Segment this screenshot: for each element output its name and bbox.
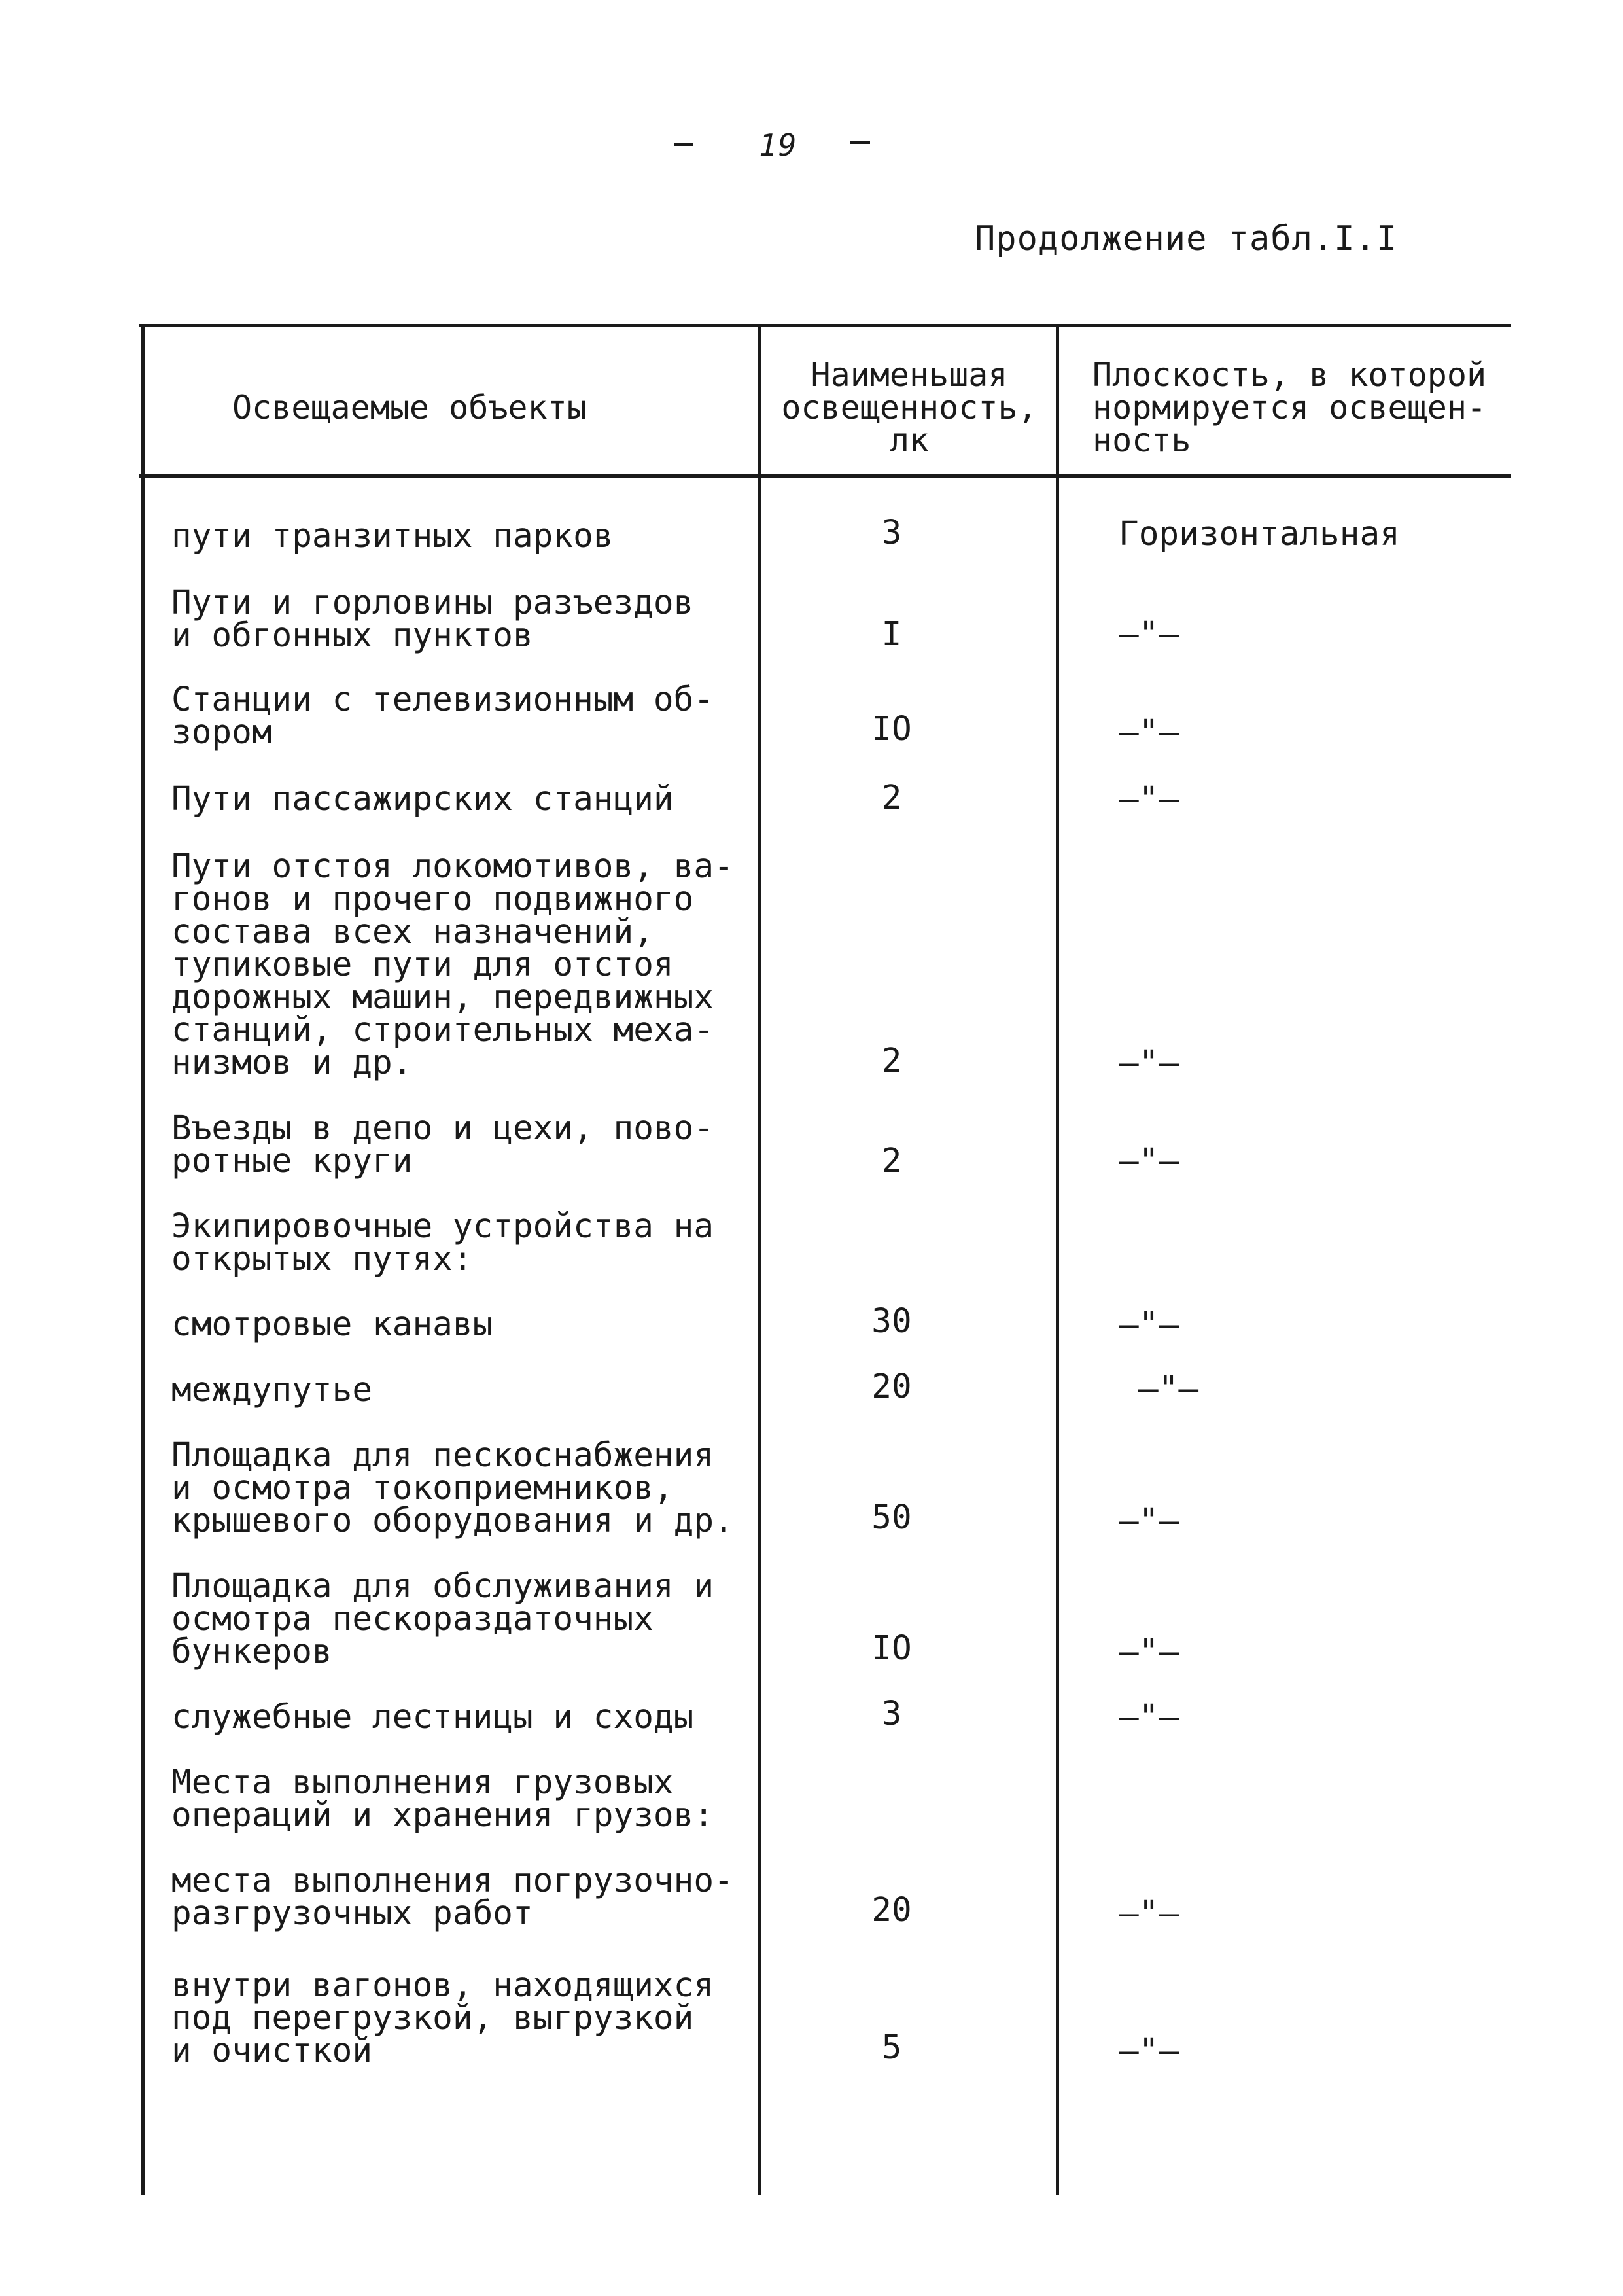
table-left-border <box>141 324 145 2195</box>
table-row-object <box>171 1698 694 1737</box>
object-line: Площадка для обслуживания и <box>171 1567 714 1606</box>
object-line: Площадка для пескоснабжения <box>171 1436 714 1475</box>
table-row-value: 3 <box>881 1695 902 1733</box>
table-row-object <box>171 1862 734 1933</box>
header-objects-label: Освещаемые объекты <box>232 389 587 427</box>
table-row-value: 5 <box>881 2028 902 2067</box>
object-line: и очисткой <box>171 2032 373 2070</box>
object-line: и обгонных пунктов <box>171 616 533 655</box>
table-row-value: 20 <box>871 1891 912 1930</box>
object-line: зором <box>171 713 272 752</box>
object-line: служебные лестницы и сходы <box>171 1698 694 1737</box>
table-row-object <box>171 1567 714 1671</box>
table-row-plane: –"– <box>1119 780 1179 819</box>
table-row-value: I <box>881 615 902 654</box>
table-row-object <box>171 847 734 1082</box>
table-row-object <box>171 1763 714 1835</box>
header-illuminance-line: освещенность, <box>781 389 1038 427</box>
column-divider-1 <box>758 326 761 2195</box>
table-row-plane: –"– <box>1119 1698 1179 1737</box>
object-line: станций, строительных меха- <box>171 1011 714 1050</box>
table-row-object <box>171 517 614 556</box>
table-row-value: 50 <box>871 1498 912 1537</box>
object-line: места выполнения погрузочно- <box>171 1862 734 1900</box>
page-dash-right <box>850 141 870 144</box>
header-plane <box>1092 356 1487 459</box>
table-row-plane: –"– <box>1119 1142 1179 1180</box>
table-row-plane: –"– <box>1119 2032 1179 2070</box>
table-row-object <box>171 680 714 752</box>
object-line: операций и хранения грузов: <box>171 1796 714 1835</box>
table-row-object <box>171 1109 714 1180</box>
table-row-value: 30 <box>871 1302 912 1341</box>
table-row-plane: –"– <box>1119 1502 1179 1540</box>
table-row-plane: –"– <box>1138 1369 1199 1408</box>
table-row-value: IO <box>871 710 912 749</box>
object-line: междупутье <box>171 1371 373 1409</box>
table-row-plane: –"– <box>1119 615 1179 654</box>
object-line: смотровые канавы <box>171 1305 493 1344</box>
table-row-value: IO <box>871 1629 912 1668</box>
object-line: ротные круги <box>171 1142 413 1180</box>
table-row-object <box>171 584 694 655</box>
table-row-value: 2 <box>881 1142 902 1180</box>
continuation-label: Продолжение табл.I.I <box>975 219 1398 258</box>
table-top-rule <box>139 324 1511 327</box>
table-row-plane: –"– <box>1119 1894 1179 1933</box>
table-row-object <box>171 1207 714 1279</box>
table-row-value: 2 <box>881 779 902 817</box>
header-plane-line: Плоскость, в которой <box>1092 356 1487 394</box>
table-row-value: 3 <box>881 514 902 552</box>
table-row-plane: Горизонтальная <box>1119 515 1400 554</box>
object-line: Въезды в депо и цехи, пово- <box>171 1109 714 1148</box>
object-line: Экипировочные устройства на <box>171 1207 714 1246</box>
object-line: под перегрузкой, выгрузкой <box>171 1999 694 2038</box>
object-line: Места выполнения грузовых <box>171 1763 674 1802</box>
object-line: Станции с телевизионным об- <box>171 680 714 719</box>
object-line: открытых путях: <box>171 1240 473 1279</box>
header-objects <box>232 389 587 427</box>
table-row-plane: –"– <box>1119 1633 1179 1671</box>
object-line: состава всех назначений, <box>171 913 654 951</box>
object-line: разгрузочных работ <box>171 1894 533 1933</box>
table-row-object <box>171 1371 373 1409</box>
object-line: дорожных машин, передвижных <box>171 978 714 1017</box>
object-line: бункеров <box>171 1633 332 1671</box>
object-line: низмов и др. <box>171 1044 413 1082</box>
header-plane-line: нормируется освещен- <box>1092 389 1487 427</box>
table-row-object <box>171 1305 493 1344</box>
table-row-plane: –"– <box>1119 1305 1179 1344</box>
object-line: внутри вагонов, находящихся <box>171 1966 714 2005</box>
header-illuminance-line: Наименьшая <box>811 356 1008 394</box>
page-number: 19 <box>759 128 798 163</box>
table-row-object <box>171 1436 734 1540</box>
table-row-plane: –"– <box>1119 1044 1179 1082</box>
object-line: гонов и прочего подвижного <box>171 880 694 919</box>
object-line: Пути отстоя локомотивов, ва- <box>171 847 734 886</box>
table-row-object <box>171 1966 714 2070</box>
page-dash-left <box>674 143 693 146</box>
object-line: пути транзитных парков <box>171 517 614 556</box>
header-plane-line: ность <box>1092 421 1191 459</box>
table-row-value: 2 <box>881 1042 902 1080</box>
object-line: Пути и горловины разъездов <box>171 584 694 622</box>
object-line: крышевого оборудования и др. <box>171 1502 734 1540</box>
object-line: и осмотра токоприемников, <box>171 1469 674 1508</box>
table-row-object <box>171 780 674 819</box>
object-line: Пути пассажирских станций <box>171 780 674 819</box>
object-line: осмотра пескораздаточных <box>171 1600 654 1638</box>
object-line: тупиковые пути для отстоя <box>171 945 674 984</box>
table-row-value: 20 <box>871 1368 912 1406</box>
header-illuminance-line: лк <box>889 421 930 459</box>
table-header-bottom-rule <box>139 474 1511 478</box>
table-row-plane: –"– <box>1119 713 1179 752</box>
column-divider-2 <box>1056 326 1059 2195</box>
header-illuminance <box>772 356 1047 459</box>
